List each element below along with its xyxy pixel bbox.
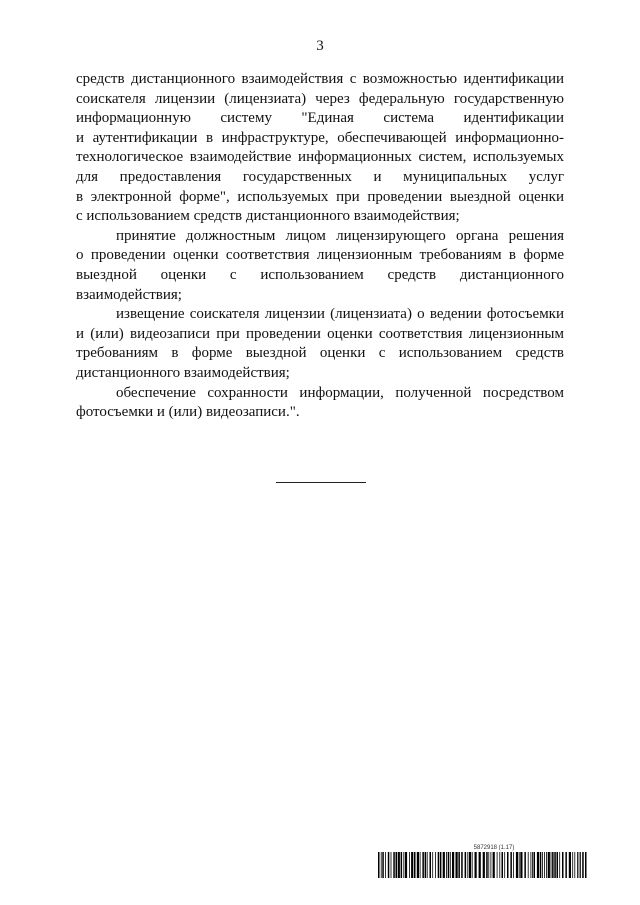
- barcode-bar: [497, 852, 498, 878]
- barcode-bar: [411, 852, 413, 878]
- text-line: выездной оценки с использованием средств дистанционного: [76, 266, 564, 283]
- barcode-bar: [551, 852, 552, 878]
- text-line: фотосъемки и (или) видеозаписи.".: [76, 404, 300, 421]
- barcode-bar: [427, 852, 428, 878]
- barcode-bar: [537, 852, 539, 878]
- barcode-bar: [544, 852, 545, 878]
- barcode-bar: [391, 852, 392, 878]
- barcode-bar: [398, 852, 400, 878]
- barcode-bar: [414, 852, 416, 878]
- barcode-bar: [425, 852, 427, 878]
- barcode-bar: [540, 852, 542, 878]
- barcode-bar: [520, 852, 522, 878]
- barcode-bar: [435, 852, 436, 878]
- barcode-bar: [585, 852, 587, 878]
- barcode-bar: [516, 852, 518, 878]
- barcode: [378, 852, 588, 878]
- barcode-bar: [472, 852, 473, 878]
- barcode-bar: [440, 852, 442, 878]
- barcode-bar: [401, 852, 403, 878]
- barcode-bar: [483, 852, 485, 878]
- barcode-bar: [475, 852, 477, 878]
- barcode-bar: [510, 852, 512, 878]
- barcode-bar: [393, 852, 395, 878]
- barcode-bar: [574, 852, 575, 878]
- barcode-bar: [519, 852, 520, 878]
- barcode-bar: [465, 852, 467, 878]
- barcode-bar: [569, 852, 571, 878]
- barcode-bar: [422, 852, 424, 878]
- barcode-bar: [528, 852, 529, 878]
- barcode-bar: [409, 852, 410, 878]
- text-line: и (или) видеозаписи при проведении оценки соответствия лицензионным: [76, 325, 564, 342]
- barcode-bar: [552, 852, 554, 878]
- barcode-bar: [580, 852, 581, 878]
- document-code: 5872918 (1.17): [473, 845, 515, 851]
- barcode-bar: [458, 852, 460, 878]
- page-number: 3: [316, 38, 324, 54]
- document-body: [76, 70, 564, 423]
- barcode-bar: [381, 852, 382, 878]
- barcode-bar: [382, 852, 384, 878]
- barcode-bar: [542, 852, 543, 878]
- barcode-bar: [448, 852, 450, 878]
- barcode-bar: [405, 852, 407, 878]
- barcode-bar: [559, 852, 560, 878]
- barcode-bar: [504, 852, 505, 878]
- barcode-bar: [577, 852, 578, 878]
- barcode-bar: [469, 852, 471, 878]
- barcode-bar: [532, 852, 533, 878]
- text-line: информационную систему "Единая система идентификации: [76, 110, 564, 127]
- barcode-bar: [452, 852, 454, 878]
- barcode-bar: [579, 852, 580, 878]
- text-line: извещение соискателя лицензии (лицензиата) о ведении фотосъемки: [116, 306, 564, 323]
- barcode-bar: [493, 852, 495, 878]
- barcode-bar: [488, 852, 489, 878]
- barcode-bar: [450, 852, 451, 878]
- barcode-bar: [443, 852, 445, 878]
- text-line: принятие должностным лицом лицензирующего органа решения: [116, 227, 564, 244]
- barcode-bar: [403, 852, 404, 878]
- text-line: требованиям в форме выездной оценки с использованием средств: [76, 345, 564, 362]
- text-line: для предоставления государственных и муниципальных услуг: [76, 168, 564, 185]
- text-line: средств дистанционного взаимодействия с возможностью идентификации: [76, 71, 564, 87]
- barcode-bar: [499, 852, 500, 878]
- text-line: о проведении оценки соответствия лицензионным требованиям в форме: [76, 247, 564, 264]
- barcode-bar: [546, 852, 547, 878]
- text-line: с использованием средств дистанционного взаимодействия;: [76, 208, 460, 225]
- barcode-bar: [531, 852, 532, 878]
- text-line: в электронной форме", используемых при проведении выездной оценки: [76, 188, 564, 205]
- barcode-bar: [461, 852, 463, 878]
- barcode-bar: [378, 852, 380, 878]
- barcode-bar: [554, 852, 556, 878]
- barcode-bar: [534, 852, 536, 878]
- text-line: и аутентификации в инфраструктуре, обеспечивающей информационно-: [76, 129, 564, 146]
- barcode-bar: [565, 852, 567, 878]
- barcode-bar: [562, 852, 564, 878]
- barcode-bar: [486, 852, 488, 878]
- barcode-bar: [557, 852, 559, 878]
- barcode-bar: [438, 852, 440, 878]
- barcode-bar: [396, 852, 398, 878]
- text-line: взаимодействия;: [76, 286, 182, 303]
- barcode-bar: [502, 852, 504, 878]
- barcode-bar: [467, 852, 468, 878]
- barcode-bar: [446, 852, 447, 878]
- barcode-bar: [420, 852, 421, 878]
- barcode-bar: [548, 852, 550, 878]
- barcode-bar: [582, 852, 584, 878]
- end-divider-line: [276, 482, 366, 483]
- barcode-bar: [507, 852, 509, 878]
- barcode-bar: [513, 852, 514, 878]
- barcode-bar: [479, 852, 481, 878]
- barcode-bar: [572, 852, 573, 878]
- text-line: обеспечение сохранности информации, полученной посредством: [116, 384, 564, 401]
- barcode-bar: [430, 852, 432, 878]
- text-line: соискателя лицензии (лицензиата) через федеральную государственную: [76, 90, 564, 107]
- barcode-bar: [432, 852, 433, 878]
- barcode-bar: [417, 852, 419, 878]
- text-line: технологическое взаимодействие информационных систем, используемых: [76, 149, 564, 166]
- barcode-bar: [491, 852, 492, 878]
- text-line: дистанционного взаимодействия;: [76, 364, 290, 381]
- barcode-bar: [456, 852, 458, 878]
- barcode-bar: [388, 852, 390, 878]
- barcode-bar: [524, 852, 526, 878]
- barcode-bar: [385, 852, 386, 878]
